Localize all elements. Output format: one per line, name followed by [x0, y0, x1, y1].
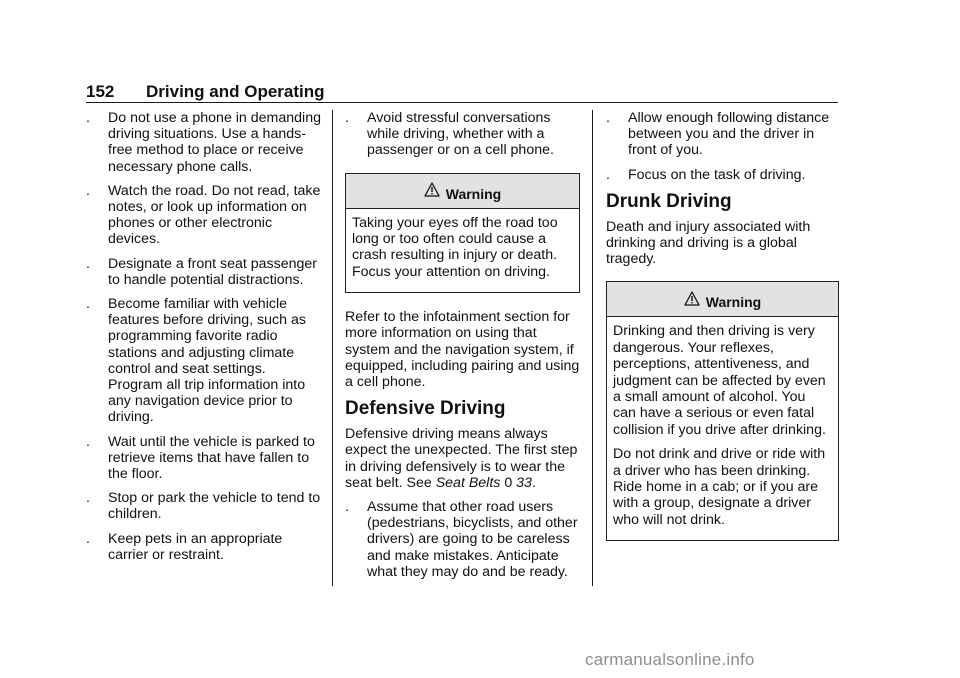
list-item-text: Keep pets in an appropriate carrier or restraint.: [108, 530, 283, 563]
list-item: [606, 110, 839, 159]
warning-header: [346, 174, 579, 209]
defensive-driving-paragraph: [345, 426, 580, 491]
warning-box: [606, 281, 839, 541]
list-item-text: Allow enough following distance between you and the driver in front of you.: [628, 110, 830, 159]
warning-text: Taking your eyes off the road too long or too often could cause a crash resulting in injury or death. Focus your attention on driving.: [352, 214, 558, 280]
list-item: [86, 110, 324, 175]
page-number: 152: [86, 82, 115, 101]
drunk-driving-paragraph: Death and injury associated with drinking and driving is a global tragedy.: [606, 218, 811, 268]
list-item: [606, 167, 839, 183]
list-item: [86, 256, 324, 288]
bullet-marker: .: [606, 166, 610, 183]
defensive-driving-heading: Defensive Driving: [345, 398, 506, 420]
warning-body: [346, 209, 579, 293]
defensive-text: Defensive driving means always expect the unexpected. The first step in driving defensively is to wear the seat belt. See: [345, 426, 578, 491]
warning-icon: [684, 281, 700, 321]
bullet-marker: .: [345, 110, 349, 126]
bullet-marker: .: [86, 182, 90, 199]
warning-body: [607, 317, 838, 540]
warning-title: Warning: [705, 294, 762, 311]
bullet-marker: .: [345, 499, 349, 516]
warning-icon: [424, 172, 440, 212]
list-item: [86, 531, 324, 563]
list-item: [86, 183, 324, 248]
list-item: [345, 499, 580, 580]
bullet-marker: .: [86, 255, 90, 272]
bullet-marker: .: [606, 110, 610, 126]
list-item: [86, 434, 324, 483]
list-item-text: Focus on the task of driving.: [628, 166, 806, 183]
list-item-text: Stop or park the vehicle to tend to children.: [108, 490, 321, 523]
column-3: [606, 110, 839, 557]
list-item-text: Wait until the vehicle is parked to retrieve items that have fallen to the floor.: [108, 433, 315, 483]
bullet-marker: .: [86, 110, 90, 126]
list-item: [86, 490, 324, 522]
page-header: [86, 82, 838, 103]
bullet-marker: .: [86, 433, 90, 450]
warning-header: [607, 282, 838, 317]
warning-box: [345, 173, 580, 294]
page-ref-symbol: 0: [504, 474, 513, 491]
column-divider-1: [332, 110, 333, 586]
bullet-marker: .: [86, 296, 90, 313]
bullet-marker: .: [86, 530, 90, 547]
watermark: carmanualsonline.info: [585, 650, 755, 669]
list-item-text: Avoid stressful conversations while driving, whether with a passenger or on a cell phone.: [367, 110, 554, 159]
list-item: [345, 110, 580, 159]
list-item-text: Assume that other road users (pedestrians, bicyclists, and other drivers) are going to be careless and make mistakes. Anticipate what they may do and be ready.: [367, 499, 578, 580]
bullet-marker: .: [86, 490, 90, 507]
infotainment-paragraph: Refer to the infotainment section for more information on using that system and the navigation system, if equipped, including pairing and using a cell phone.: [345, 309, 580, 391]
sentence-end: .: [531, 474, 536, 491]
list-item: [86, 296, 324, 426]
seat-belts-link[interactable]: Seat Belts: [435, 474, 501, 491]
drunk-driving-heading: Drunk Driving: [606, 190, 732, 212]
column-2: [345, 110, 580, 588]
warning-title: Warning: [445, 185, 502, 202]
warning-text: Drinking and then driving is very dangerous. Your reflexes, perceptions, attentiveness, and judgment can be affected by even a small amount of alcohol. You can have a serious or even fatal collision if you drive after drinking.: [613, 323, 826, 438]
list-item-text: Watch the road. Do not read, take notes, or look up information on phones or other electronic devices.: [108, 182, 321, 248]
column-divider-2: [592, 110, 593, 586]
warning-text: Do not drink and drive or ride with a driver who has been drinking. Ride home in a cab; or if you are with a group, designate a driver who will not drink.: [613, 446, 826, 528]
page-ref-number[interactable]: 33: [516, 474, 532, 491]
list-item-text: Do not use a phone in demanding driving situations. Use a hands-free method to place or receive necessary phone calls.: [108, 110, 321, 175]
list-item-text: Designate a front seat passenger to handle potential distractions.: [108, 255, 318, 288]
list-item-text: Become familiar with vehicle features before driving, such as programming favorite radio stations and adjusting climate control and seat settings. Program all trip information into any navigation device prior to driving.: [108, 296, 306, 426]
column-1: [86, 110, 324, 571]
section-title: Driving and Operating: [146, 82, 325, 101]
